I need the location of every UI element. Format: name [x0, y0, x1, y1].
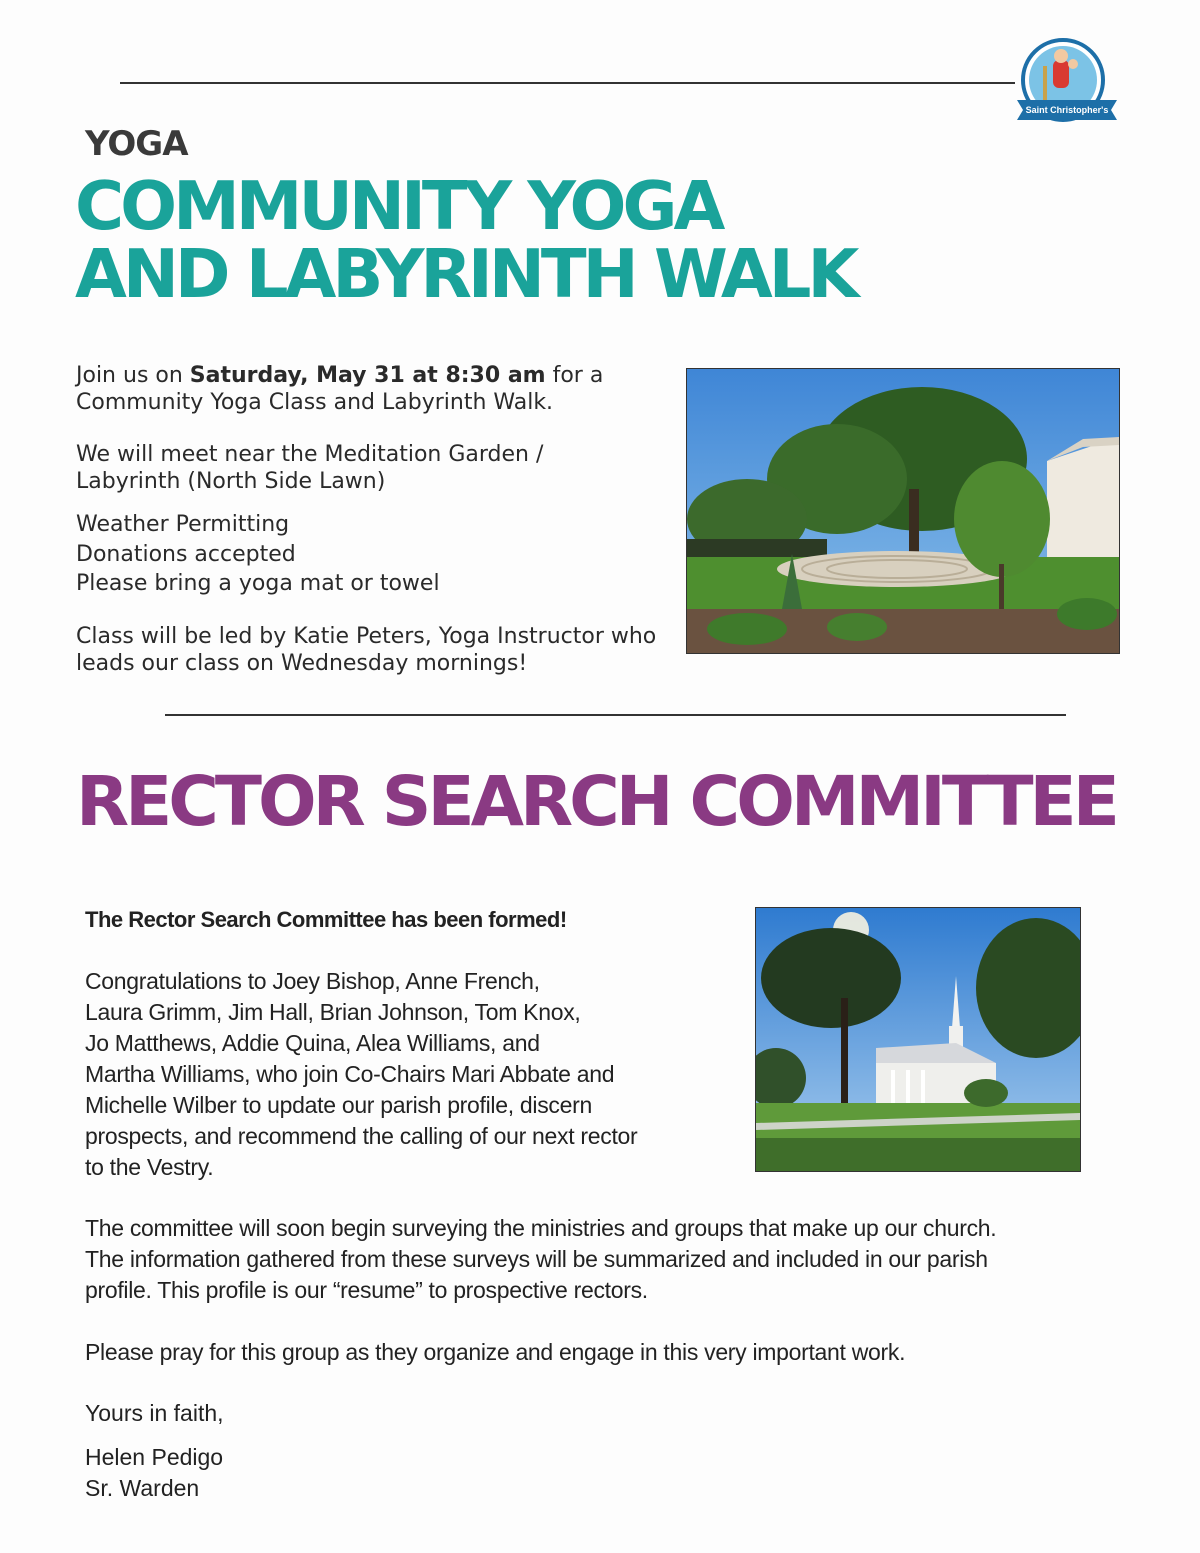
- section-divider: [165, 714, 1066, 716]
- yoga-location: We will meet near the Meditation Garden / Labyrinth (North Side Lawn): [76, 442, 544, 494]
- signature-title: Sr. Warden: [85, 1475, 200, 1501]
- church-logo: [1013, 38, 1121, 130]
- rector-survey: The committee will soon begin surveying the ministries and groups that make up our church. The information gathered from these surveys will be summarized and included in our parish profile. This profile is our “resume” to prospective rectors.: [85, 1215, 997, 1303]
- labyrinth-photo: [686, 368, 1120, 654]
- rector-congrats: Congratulations to Joey Bishop, Anne French, Laura Grimm, Jim Hall, Brian Johnson, Tom Knox, Jo Matthews, Addie Quina, Alea Williams, and Martha Williams, who join Co-Chairs Mari Abbate and Michelle Wilber to update our parish profile, discern prospects, and recommend the calling of our next rector to the Vestry.: [85, 968, 638, 1180]
- rector-pray: Please pray for this group as they organize and engage in this very important work.: [85, 1339, 906, 1365]
- yoga-instructor: Class will be led by Katie Peters, Yoga Instructor who leads our class on Wednesday mornings!: [76, 624, 657, 676]
- closing: Yours in faith,: [85, 1400, 224, 1426]
- yoga-details: Weather Permitting Donations accepted Please bring a yoga mat or towel: [76, 512, 440, 596]
- logo-text: Saint Christopher's: [1025, 105, 1109, 115]
- yoga-heading-line2: AND LABYRINTH WALK: [75, 235, 856, 313]
- yoga-heading-line1: COMMUNITY YOGA: [75, 167, 722, 245]
- event-datetime: Saturday, May 31 at 8:30 am: [189, 363, 546, 388]
- section-kicker: YOGA: [85, 124, 188, 164]
- yoga-intro: Join us on Saturday, May 31 at 8:30 am for a Community Yoga Class and Labyrinth Walk.: [76, 363, 604, 415]
- rector-heading: RECTOR SEARCH COMMITTEE: [76, 762, 1116, 842]
- rector-lead: The Rector Search Committee has been formed!: [85, 907, 567, 932]
- yoga-heading: [75, 167, 856, 313]
- church-photo: [755, 907, 1081, 1172]
- signature-name: Helen Pedigo: [85, 1444, 224, 1470]
- top-divider: [120, 82, 1015, 84]
